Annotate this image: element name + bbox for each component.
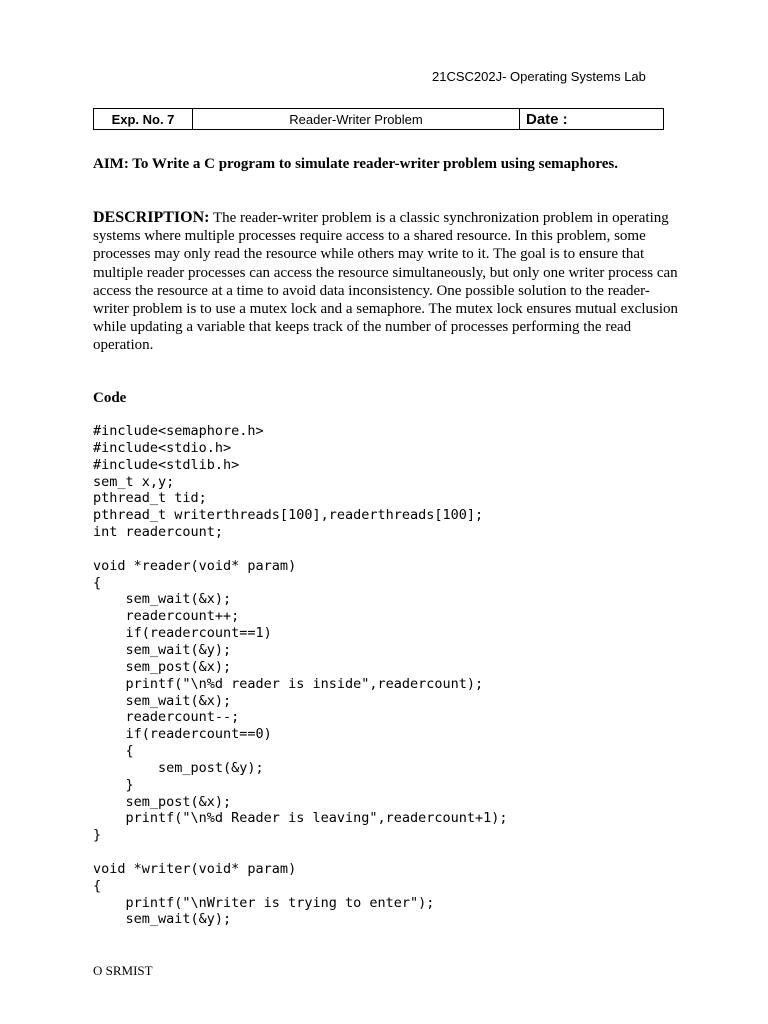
code-line: if(readercount==1): [93, 625, 272, 642]
code-block: [93, 423, 508, 928]
code-line: sem_post(&x);: [93, 793, 232, 810]
description-text: The reader-writer problem is a classic synchronization problem in operating systems where multiple processes require access to a shared resource. In this problem, some processes may only read the resource while others may write to it. The goal is to ensure that multiple reader processes can access the resource simultaneously, but only one writer process can access the resource at a time to avoid data inconsistency. One possible solution to the reader-writer problem is to use a mutex lock and a semaphore. The mutex lock ensures mutual exclusion while updating a variable that keeps track of the number of processes performing the read operation.: [93, 210, 678, 354]
code-line: void *writer(void* param): [93, 860, 297, 877]
code-line: printf("\nWriter is trying to enter");: [93, 894, 435, 911]
experiment-title: Reader-Writer Problem: [193, 109, 520, 129]
code-line: [93, 844, 508, 861]
code-line: #include<semaphore.h>: [93, 423, 264, 439]
course-header: 21CSC202J- Operating Systems Lab: [432, 69, 646, 84]
code-line: sem_wait(&x);: [93, 591, 232, 608]
code-line: pthread_t writerthreads[100],readerthreads[100];: [93, 507, 484, 524]
aim-statement: AIM: To Write a C program to simulate reader-writer problem using semaphores.: [93, 156, 618, 172]
code-line: sem_wait(&y);: [93, 641, 232, 658]
code-line: [93, 541, 508, 558]
experiment-date: Date :: [526, 110, 568, 128]
description-paragraph: [93, 209, 683, 355]
code-line: {: [93, 743, 134, 760]
experiment-table: [93, 108, 664, 130]
code-heading: Code: [93, 390, 127, 406]
experiment-number: Exp. No. 7: [94, 109, 193, 129]
code-line: {: [93, 877, 102, 894]
code-line: sem_t x,y;: [93, 473, 175, 490]
code-line: sem_post(&x);: [93, 658, 232, 675]
description-label: DESCRIPTION:: [93, 209, 210, 226]
code-line: printf("\n%d reader is inside",readercount);: [93, 675, 484, 692]
code-line: #include<stdlib.h>: [93, 456, 240, 473]
code-line: readercount++;: [93, 608, 240, 625]
code-line: {: [93, 574, 102, 591]
code-line: printf("\n%d Reader is leaving",readercount+1);: [93, 810, 508, 827]
code-line: }: [93, 827, 102, 844]
code-line: if(readercount==0): [93, 726, 272, 743]
footer-copyright: O SRMIST: [93, 963, 153, 978]
code-line: sem_post(&y);: [93, 759, 264, 776]
code-line: readercount--;: [93, 709, 240, 726]
code-line: sem_wait(&y);: [93, 911, 232, 928]
code-line: pthread_t tid;: [93, 490, 207, 507]
code-line: }: [93, 776, 134, 793]
code-line: void *reader(void* param): [93, 557, 297, 574]
code-line: #include<stdio.h>: [93, 439, 232, 456]
code-line: int readercount;: [93, 524, 224, 541]
code-line: sem_wait(&x);: [93, 692, 232, 709]
